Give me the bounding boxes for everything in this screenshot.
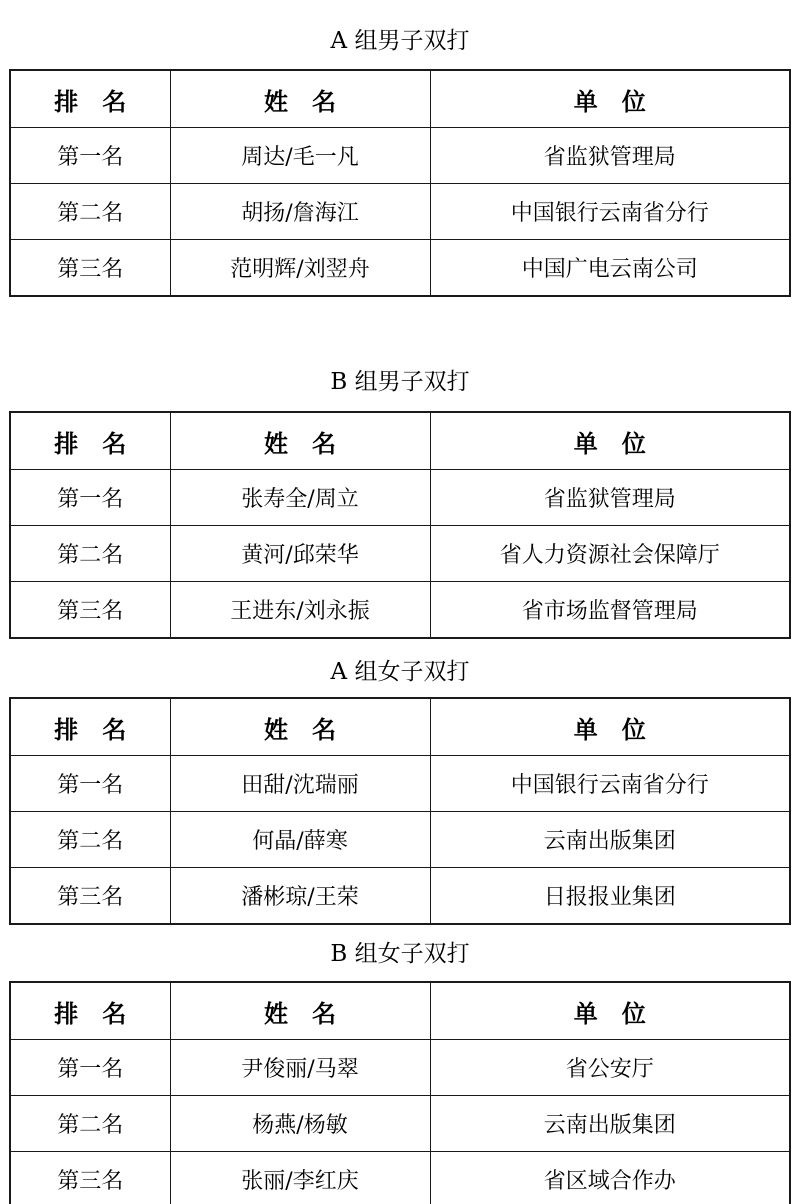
section-group-b-men [0, 369, 800, 639]
header-row [10, 982, 790, 1040]
name-cell: 何晶/薛寒 [170, 812, 430, 868]
results-table [9, 697, 791, 925]
name-header: 姓 名 [170, 982, 430, 1040]
results-table [9, 411, 791, 639]
rank-header: 排 名 [10, 70, 170, 128]
name-cell: 尹俊丽/马翠 [170, 1040, 430, 1096]
name-cell: 田甜/沈瑞丽 [170, 756, 430, 812]
rank-header: 排 名 [10, 698, 170, 756]
rank-header: 排 名 [10, 412, 170, 470]
name-cell: 范明辉/刘翌舟 [170, 240, 430, 297]
unit-cell: 省监狱管理局 [430, 128, 790, 184]
header-row [10, 698, 790, 756]
unit-header: 单 位 [430, 412, 790, 470]
rank-cell: 第三名 [10, 868, 170, 925]
results-table [9, 981, 791, 1204]
table-row [10, 1040, 790, 1096]
header-row [10, 412, 790, 470]
unit-cell: 中国广电云南公司 [430, 240, 790, 297]
unit-header: 单 位 [430, 982, 790, 1040]
table-row [10, 240, 790, 297]
name-header: 姓 名 [170, 698, 430, 756]
name-header: 姓 名 [170, 412, 430, 470]
name-cell: 张丽/李红庆 [170, 1152, 430, 1204]
section-group-a-women [0, 659, 800, 925]
table-row [10, 526, 790, 582]
results-table [9, 69, 791, 297]
section-group-a-men [0, 28, 800, 297]
table-row [10, 470, 790, 526]
rank-cell: 第二名 [10, 184, 170, 240]
header-row [10, 70, 790, 128]
unit-cell: 云南出版集团 [430, 1096, 790, 1152]
unit-header: 单 位 [430, 70, 790, 128]
group-title: A 组女子双打 [330, 659, 470, 685]
table-row [10, 184, 790, 240]
rank-cell: 第一名 [10, 1040, 170, 1096]
unit-cell: 省人力资源社会保障厅 [430, 526, 790, 582]
name-cell: 潘彬琼/王荣 [170, 868, 430, 925]
name-cell: 周达/毛一凡 [170, 128, 430, 184]
unit-cell: 省市场监督管理局 [430, 582, 790, 639]
table-row [10, 1152, 790, 1204]
rank-cell: 第一名 [10, 470, 170, 526]
name-cell: 胡扬/詹海江 [170, 184, 430, 240]
unit-header: 单 位 [430, 698, 790, 756]
rank-cell: 第三名 [10, 240, 170, 297]
section-group-b-women [0, 941, 800, 1204]
table-row [10, 1096, 790, 1152]
rank-cell: 第一名 [10, 756, 170, 812]
group-title: B 组女子双打 [330, 941, 470, 967]
unit-cell: 省监狱管理局 [430, 470, 790, 526]
rank-cell: 第一名 [10, 128, 170, 184]
unit-cell: 省区域合作办 [430, 1152, 790, 1204]
group-title: A 组男子双打 [330, 28, 470, 54]
rank-cell: 第三名 [10, 1152, 170, 1204]
rank-cell: 第二名 [10, 812, 170, 868]
name-cell: 黄河/邱荣华 [170, 526, 430, 582]
unit-cell: 省公安厅 [430, 1040, 790, 1096]
table-row [10, 582, 790, 639]
name-header: 姓 名 [170, 70, 430, 128]
unit-cell: 中国银行云南省分行 [430, 756, 790, 812]
rank-header: 排 名 [10, 982, 170, 1040]
rank-cell: 第三名 [10, 582, 170, 639]
rank-cell: 第二名 [10, 526, 170, 582]
table-row [10, 868, 790, 925]
name-cell: 杨燕/杨敏 [170, 1096, 430, 1152]
rank-cell: 第二名 [10, 1096, 170, 1152]
name-cell: 张寿全/周立 [170, 470, 430, 526]
table-row [10, 128, 790, 184]
unit-cell: 日报报业集团 [430, 868, 790, 925]
unit-cell: 中国银行云南省分行 [430, 184, 790, 240]
group-title: B 组男子双打 [330, 369, 470, 395]
unit-cell: 云南出版集团 [430, 812, 790, 868]
name-cell: 王进东/刘永振 [170, 582, 430, 639]
table-row [10, 756, 790, 812]
table-row [10, 812, 790, 868]
